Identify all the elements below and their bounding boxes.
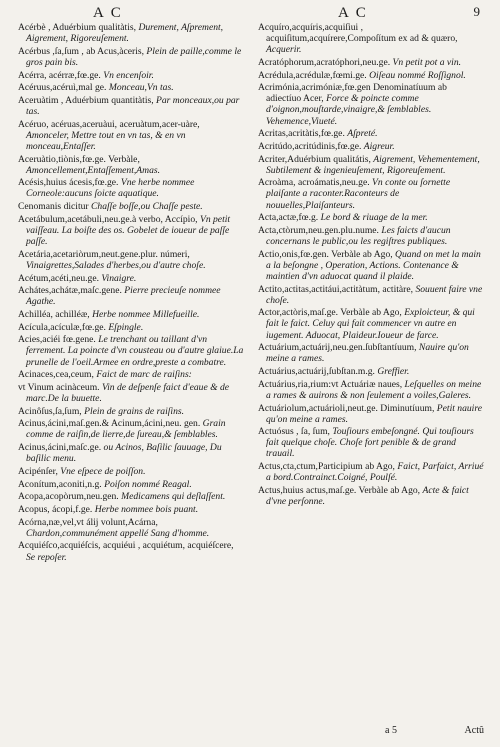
dictionary-entry: [18, 540, 244, 562]
entry-latin-text: Acroàma, acroámatis,neu.ge.: [258, 177, 373, 189]
dictionary-entry: [258, 22, 484, 55]
entry-latin-text: Acritúdo,acritúdinis,fœ.ge.: [258, 140, 364, 152]
entry-latin-text: Acquiéſco,acquiéſcis, acquiéui , acquiétum, acquiéſcere,: [18, 540, 234, 552]
dictionary-entry: [258, 177, 484, 210]
entry-latin-text: Acipénſer,: [18, 465, 61, 477]
dictionary-entry: [18, 491, 244, 502]
dictionary-entry: [18, 70, 244, 81]
entry-french-gloss: Chaſſe boſſe,ou Chaſſe peste.: [91, 201, 203, 213]
entry-french-gloss: Oiſeau nommé Roſſignol.: [369, 69, 466, 81]
entry-latin-text: Acórna,næ,vel,vt álij volunt,Acárna,: [18, 516, 158, 528]
entry-french-gloss: Vinaigre.: [101, 272, 137, 284]
entry-french-gloss: Faict, Parfaict, Arriué a bord.Contrainct.Coigné, Poulſé.: [266, 461, 484, 484]
entry-french-gloss: Poiſon nommé Reagal.: [104, 478, 192, 490]
entry-latin-text: Acrédula,acrédulæ,fœmi.ge.: [258, 69, 370, 81]
entry-french-gloss: Vne eſpece de poiſſon.: [60, 465, 146, 477]
header-left-letters: A C: [93, 5, 123, 21]
entry-latin-text: Actuárium,actuárij,neu.gen.ſubſtantíuum,: [258, 342, 419, 354]
dictionary-entry: [258, 57, 484, 68]
page-number: 9: [473, 4, 482, 19]
entry-latin-text: Acopus, ácopi,f.ge.: [18, 504, 95, 515]
entry-latin-text: Acopa,acopòrum,neu.gen.: [18, 491, 122, 503]
entry-french-gloss: Aigrement, Vehementement, Subtilement & ingenieuſement, Rigoreuſement.: [266, 153, 480, 176]
entry-latin-text: Aconítum,aconiti,n.g.: [18, 478, 105, 490]
dictionary-entry: [18, 504, 244, 515]
entry-latin-text: Acies,aciéi fœ.gene.: [18, 334, 99, 346]
dictionary-entry: [258, 485, 484, 507]
header-right-letters: A C: [338, 5, 368, 21]
entry-french-gloss: Durement, Aſprement, Aigrement, Rigoreuſement.: [26, 22, 224, 45]
dictionary-entry: [18, 82, 244, 93]
dictionary-entry: [18, 382, 244, 404]
entry-latin-text: Acinaces,cea,ceum,: [18, 369, 97, 381]
dictionary-entry: [18, 273, 244, 284]
dictionary-entry: [258, 284, 484, 306]
entry-french-gloss: Petit nauire qu'on meine a rames.: [266, 402, 482, 425]
entry-french-gloss: Vn petit vaiſſeau. La boiſte des os. Gobelet de ioueur de paſſe paſſe.: [26, 213, 231, 248]
dictionary-entry: [258, 379, 484, 401]
entry-latin-text: Actito,actitas,actitáui,actitàtum, actitàre,: [258, 283, 416, 295]
dictionary-entry: [18, 369, 244, 380]
entry-latin-text: Acetária,acetariòrum,neut.gene.plur. númeri,: [18, 248, 190, 260]
entry-latin-text: Acta,actæ,fœ.g.: [258, 212, 321, 224]
entry-french-gloss: Force & poincte comme d'oignon,mouſtarde,vinaigre,& ſemblables. Vehemence,Viueté.: [266, 93, 432, 127]
dictionary-entry: [18, 442, 244, 464]
entry-french-gloss: Le trenchant ou taillant d'vn ferrement. La poincte d'vn cousteau ou d'autre glaiue.La prunelle de l'oeil.Armee en ordre,preste a combatre.: [26, 334, 244, 368]
right-column: [258, 22, 484, 564]
dictionary-entry: [258, 212, 484, 223]
entry-latin-text: Acriter,Aduérbium qualitátis,: [258, 153, 374, 165]
entry-french-gloss: Eſpingle.: [108, 321, 144, 333]
dictionary-entry: [18, 322, 244, 333]
entry-latin-text: Actus,cta,ctum,Participium ab Ago,: [258, 461, 398, 473]
entry-french-gloss: Se repoſer.: [26, 551, 67, 563]
entry-french-gloss: Vn petit pot a vin.: [392, 56, 462, 68]
entry-french-gloss: Amonceler, Mettre tout en vn tas, & en vn monceau,Entaſſer.: [26, 129, 186, 152]
entry-french-gloss: Greffier.: [377, 366, 410, 378]
entry-latin-text: Acésis,huius ácesis,fœ.ge.: [18, 177, 121, 189]
entry-latin-text: Aceruàtim , Aduérbium quantitàtis,: [18, 94, 157, 106]
entry-latin-text: Aceruàtio,tiònis,fœ.ge. Verbàle,: [18, 153, 140, 165]
entry-french-gloss: Monceau,Vn tas.: [108, 82, 174, 94]
entry-latin-text: Achátes,achátæ,maſc.gene.: [18, 285, 125, 297]
entry-french-gloss: Amoncellement,Entaſſement,Amas.: [26, 164, 161, 176]
entry-french-gloss: Leſquelles on meine a rames & auirons & non ſeulement a voiles,Galeres.: [266, 378, 482, 401]
entry-french-gloss: Pierre precieuſe nommee Agathe.: [26, 285, 221, 308]
dictionary-entry: [18, 334, 244, 367]
entry-french-gloss: Par monceaux,ou par tas.: [26, 94, 240, 118]
entry-french-gloss: Aſpreté.: [347, 128, 378, 140]
entry-latin-text: Acetábulum,acetábuli,neu.ge.à verbo, Accípio,: [18, 213, 200, 225]
left-column: [18, 22, 244, 564]
two-column-body: [18, 22, 486, 564]
entry-latin-text: Acinus,ácini,maſc.ge.: [18, 442, 104, 454]
entry-latin-text: vt Vinum acinàceum.: [18, 381, 102, 393]
dictionary-entry: [18, 466, 244, 477]
entry-latin-text: Acérbus ,ſa,ſum , ab Acus,àceris,: [18, 45, 147, 57]
entry-latin-text: Actus,huius actus,maſ.ge. Verbàle ab Ago,: [258, 484, 423, 496]
entry-latin-text: Acérra, acérræ,fœ.ge.: [18, 69, 104, 81]
entry-french-gloss: Medicamens qui deſlaſſent.: [121, 491, 226, 503]
entry-latin-text: Acétum,acéti,neu.ge.: [18, 272, 102, 284]
page-footer: [0, 725, 500, 739]
entry-french-gloss: Acquerir.: [266, 44, 302, 56]
entry-latin-text: Acrimónia,acrimóniæ,fœ.gen Denominatíuum ab adiectíuo Acer,: [258, 82, 447, 105]
entry-latin-text: Acta,ctòrum,neu.gen.plu.nume.: [258, 224, 382, 236]
dictionary-entry: [258, 154, 484, 176]
dictionary-entry: [258, 426, 484, 459]
dictionary-entry: [258, 82, 484, 126]
entry-latin-text: Acquíro,acquíris,acquiſiui , acquiſitum,acquírere,Compoſítum ex ad & quæro,: [258, 22, 458, 45]
dictionary-entry: [258, 70, 484, 81]
dictionary-entry: [258, 342, 484, 364]
dictionary-entry: [18, 22, 244, 44]
dictionary-entry: [258, 307, 484, 340]
dictionary-entry: [18, 479, 244, 490]
catchword: Actû: [464, 725, 484, 736]
dictionary-entry: [18, 406, 244, 417]
entry-french-gloss: Nauire qu'on meine a rames.: [266, 342, 469, 365]
entry-latin-text: Achilléa, achilléæ,: [18, 308, 93, 320]
dictionary-entry: [18, 249, 244, 271]
dictionary-entry: [18, 285, 244, 307]
signature-mark: a 5: [385, 725, 397, 736]
dictionary-entry: [18, 309, 244, 320]
dictionary-entry: [258, 461, 484, 483]
dictionary-entry: [18, 201, 244, 212]
entry-latin-text: Actio,onis,fœ.gen. Verbàle ab Ago,: [258, 248, 396, 260]
entry-french-gloss: Vn encenſoir.: [103, 69, 154, 81]
dictionary-entry: [258, 249, 484, 282]
entry-french-gloss: Faict de marc de raiſins:: [96, 369, 192, 381]
entry-latin-text: Actuáriolum,actuárioli,neut.ge. Diminutíuum,: [258, 402, 437, 414]
entry-french-gloss: Exploicteur, & qui fait le faict. Celuy qui fait commencer vn autre en iugement. Aduocat, Plaideur.Ioueur de farce.: [266, 307, 475, 341]
dictionary-entry: [258, 366, 484, 377]
entry-latin-text: Acratóphorum,acratóphori,neu.ge.: [258, 56, 393, 68]
entry-latin-text: Actor,actòris,maſ.ge. Verbàle ab Ago,: [258, 307, 405, 319]
dictionary-entry: [258, 141, 484, 152]
dictionary-entry: [18, 517, 244, 539]
entry-latin-text: Acéruo, acéruas,aceruàui, aceruàtum,acer-uàre,: [18, 118, 200, 130]
entry-french-gloss: Grain comme de raiſin,de lierre,de ſureau,& ſemblables.: [26, 418, 226, 441]
entry-french-gloss: Vne herbe nommee Corneole:aucuns ſoicte aquatique.: [26, 177, 195, 200]
dictionary-entry: [258, 128, 484, 139]
entry-french-gloss: Chardon,communément appellé Sang d'homme.: [26, 527, 210, 539]
dictionary-entry: [258, 403, 484, 425]
dictionary-entry: [258, 225, 484, 247]
entry-latin-text: Actuósus , ſa, ſum,: [258, 426, 333, 438]
dictionary-entry: [18, 46, 244, 68]
entry-french-gloss: Plein de paille,comme le gros pain bis.: [26, 45, 242, 68]
dictionary-entry: [18, 119, 244, 152]
entry-french-gloss: Vin de deſpenſe faict d'eaue & de marc.De la buuette.: [26, 381, 230, 404]
entry-french-gloss: Herbe nommee Millefueille.: [92, 308, 200, 320]
dictionary-entry: [18, 177, 244, 199]
entry-french-gloss: Acte & faict d'vne perſonne.: [266, 484, 469, 508]
entry-french-gloss: Souuent faire vne choſe.: [266, 283, 483, 306]
entry-french-gloss: Touſiours embeſongné. Qui touſiours fait quelque choſe. Choſe fort penible & de grand trauail.: [266, 426, 474, 460]
entry-french-gloss: Vinaigrettes,Salades d'herbes,ou d'autre choſe.: [26, 259, 206, 271]
running-header: [18, 6, 486, 22]
entry-french-gloss: Plein de grains de raiſins.: [84, 405, 185, 417]
entry-latin-text: Acinôſus,ſa,ſum,: [18, 405, 85, 417]
entry-latin-text: Acérbè , Aduérbium qualitàtis,: [18, 22, 139, 33]
entry-french-gloss: Vn conte ou ſornette plaiſante a raconter.Raconteurs de nouuelles,Plaiſanteurs.: [266, 177, 451, 211]
entry-french-gloss: Herbe nommee bois puant.: [94, 504, 199, 515]
entry-latin-text: Actuárius,actuárij,ſubſtan.m.g.: [258, 366, 378, 378]
entry-latin-text: Acícula,acículæ,fœ.ge.: [18, 321, 109, 333]
entry-latin-text: Acéruus,acéruì,mal ge.: [18, 82, 109, 94]
dictionary-entry: [18, 418, 244, 440]
dictionary-entry: [18, 95, 244, 117]
entry-latin-text: Acinus,ácini,maſ.gen.& Acinum,ácini,neu. gen.: [18, 418, 203, 430]
entry-french-gloss: Quand on met la main a la beſongne , Operation, Actions. Contenance & maintien d'vn aduocat quand il plaide.: [266, 248, 481, 282]
dictionary-entry: [18, 154, 244, 176]
entry-french-gloss: Les faicts d'aucun concernans le public,ou les regiſtres publiques.: [266, 224, 451, 248]
entry-latin-text: Cenomanis dicitur: [18, 201, 92, 213]
entry-latin-text: Actuárius,ria,rium:vt Actuáriæ naues,: [258, 378, 405, 390]
entry-latin-text: Acritas,acritàtis,fœ.ge.: [258, 128, 348, 140]
dictionary-entry: [18, 214, 244, 247]
entry-french-gloss: Aigreur.: [363, 140, 395, 152]
entry-french-gloss: ou Acinos, Baſilic ſauuage, Du baſilic menu.: [26, 442, 222, 465]
entry-french-gloss: Le bord & riuage de la mer.: [320, 212, 428, 224]
